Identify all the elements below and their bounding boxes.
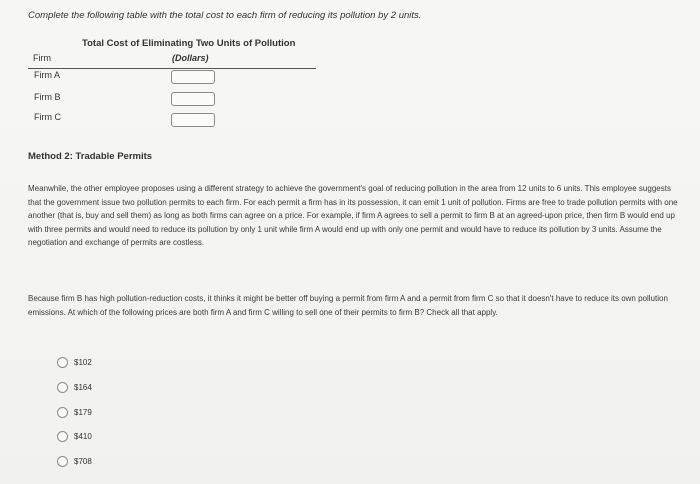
table-title: Total Cost of Eliminating Two Units of Pollution [82,38,296,49]
option-179[interactable] [57,405,92,419]
checkbox-circle-icon[interactable] [57,431,68,442]
option-102[interactable] [57,355,92,369]
method-heading: Method 2: Tradable Permits [28,151,153,162]
cost-column-header: (Dollars) [172,53,209,63]
option-410[interactable] [57,429,92,443]
firm-b-label: Firm B [34,92,61,102]
firm-c-cost-input[interactable] [171,113,215,127]
checkbox-circle-icon[interactable] [57,382,68,393]
instruction-text: Complete the following table with the total cost to each firm of reducing its pollution by 2 units. [28,10,422,21]
option-label: $179 [74,407,92,417]
option-label: $164 [74,382,92,392]
option-label: $410 [74,431,92,441]
firm-b-cost-input[interactable] [171,92,215,106]
option-label: $708 [74,456,92,466]
checkbox-circle-icon[interactable] [57,357,68,368]
method-description-paragraph: Meanwhile, the other employee proposes using a different strategy to achieve the government's goal of reducing pollution in the area from 12 units to 6 units. This employee suggests that the government issue two pollution permits to each firm. For each permit a firm has in its possession, it can emit 1 unit of pollution. Firms are free to trade pollution permits with one another (that is, buy and sell them) as long as both firms can agree on a price. For example, if firm A agrees to sell a permit to firm B at an agreed-upon price, then firm B would end up with three permits and would need to reduce its pollution by only 1 unit while firm A would end up with only one permit and would have to reduce its pollution by 3 units. Assume the negotiation and exchange of permits are costless. [28,184,678,248]
checkbox-circle-icon[interactable] [57,407,68,418]
firm-column-header: Firm [33,53,51,63]
option-708[interactable] [57,454,92,468]
firm-a-cost-input[interactable] [171,70,215,84]
firm-c-label: Firm C [34,112,61,122]
question-paragraph: Because firm B has high pollution-reduction costs, it thinks it might be better off buying a permit from firm A and a permit from firm C so that it doesn't have to reduce its own pollution emissions. At which of the following prices are both firm A and firm C willing to sell one of their permits to firm B? Check all that apply. [28,294,668,317]
firm-a-label: Firm A [34,70,60,80]
table-header-divider [28,68,316,69]
option-164[interactable] [57,380,92,394]
option-label: $102 [74,357,92,367]
checkbox-circle-icon[interactable] [57,456,68,467]
